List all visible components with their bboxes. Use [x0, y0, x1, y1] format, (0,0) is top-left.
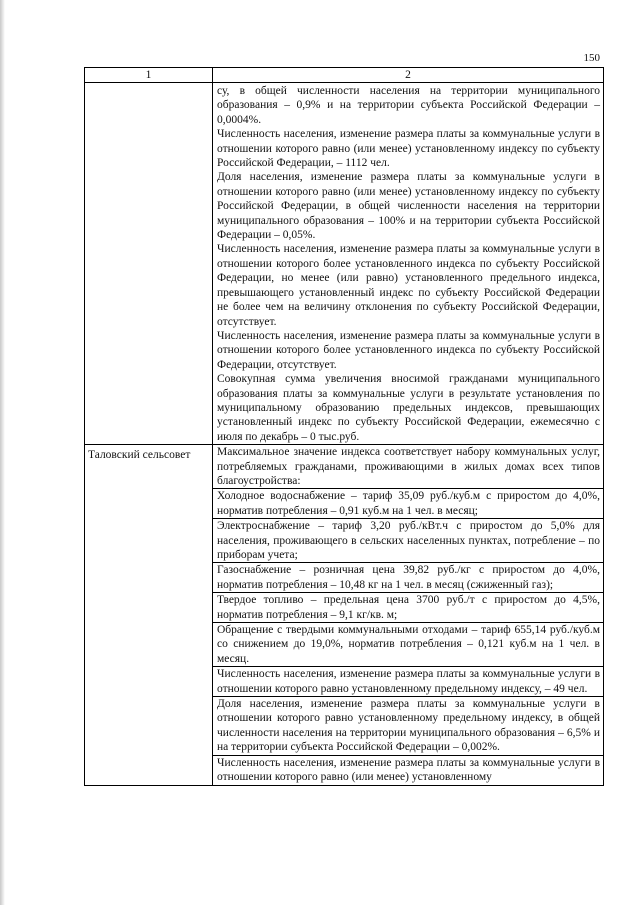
paragraph: Численность населения, изменение размера платы за коммунальные услуги в отношении которого более установленного индекса по субъекту Российской Федерации, отсутствует. — [217, 329, 600, 371]
empty-name-cell — [85, 83, 213, 445]
paragraph: Обращение с твердыми коммунальными отходами – тариф 655,14 руб./куб.м со снижением до 19,0%, норматив потребления – 0,121 куб.м на 1 чел. в месяц. — [213, 622, 603, 666]
document-table — [84, 67, 604, 786]
table-header-row — [85, 68, 604, 83]
paragraph: Доля населения, изменение размера платы за коммунальные услуги в отношении которого равно установленному предельному индексу, в общей численности населения на территории муниципального образования – 6,5% и на территории субъекта Российской Федерации – 0,002%. — [213, 696, 603, 755]
paragraph: Газоснабжение – розничная цена 39,82 руб./кг с приростом до 4,0%, норматив потребления – 10,48 кг на 1 чел. в месяц (сжиженный газ); — [213, 562, 603, 592]
paragraph: Численность населения, изменение размера платы за коммунальные услуги в отношении которого равно установленному предельному индексу, – 49 чел. — [213, 666, 603, 696]
table-row-talovsky — [85, 445, 604, 785]
continuation-text-cell — [213, 83, 604, 445]
page-number: 150 — [583, 52, 600, 64]
table-row-continuation — [85, 83, 604, 445]
paragraph: Максимальное значение индекса соответствует набору коммунальных услуг, потребляемых гражданами, проживающими в жилых домах всех типов благоустройства: — [217, 446, 600, 487]
paragraph: су, в общей численности населения на территории муниципального образования – 0,9% и на территории субъекта Российской Федерации – 0,0004%. — [217, 85, 600, 126]
municipality-text-cell — [213, 445, 604, 785]
paragraph: Доля населения, изменение размера платы за коммунальные услуги в отношении которого равно (или менее) установленному индексу по субъекту Российской Федерации, в общей численности населения на территории муниципального образования – 100% и на территории субъекта Российской Федерации – 0,05%. — [217, 171, 600, 242]
paragraph: Совокупная сумма увеличения вносимой гражданами муниципального образования платы за коммунальные услуги в результате установления по муниципальному образованию предельных индексов, превышающих установленный индекс по субъекту Российской Федерации, ежемесячно с июля по декабрь – 0 тыс.руб. — [217, 373, 600, 443]
paragraph: Холодное водоснабжение – тариф 35,09 руб./куб.м с приростом до 4,0%, норматив потребления – 0,91 куб.м на 1 чел. в месяц; — [213, 488, 603, 518]
municipality-name: Таловский сельсовет — [85, 445, 213, 785]
paragraph: Численность населения, изменение размера платы за коммунальные услуги в отношении которого равно (или менее) установленному — [213, 755, 603, 785]
paragraph: Численность населения, изменение размера платы за коммунальные услуги в отношении которого равно (или менее) установленному индексу по субъекту Российской Федерации, – 1112 чел. — [217, 128, 600, 170]
paragraph: Численность населения, изменение размера платы за коммунальные услуги в отношении которого более установленного индекса по субъекту Российской Федерации, но менее (или равно) установленного предельного индекса, превышающего установленный индекс по субъекту Российской Федерации не более чем на величину отклонения по субъекту Российской Федерации, отсутствует. — [217, 243, 600, 328]
scan-edge — [0, 0, 5, 905]
column-header-2: 2 — [213, 68, 604, 83]
paragraph: Электроснабжение – тариф 3,20 руб./кВт.ч с приростом до 5,0% для населения, проживающего в сельских населенных пунктах, потребление – по приборам учета; — [213, 518, 603, 562]
column-header-1: 1 — [85, 68, 213, 83]
paragraph: Твердое топливо – предельная цена 3700 руб./т с приростом до 4,5%, норматив потребления – 9,1 кг/кв. м; — [213, 592, 603, 622]
